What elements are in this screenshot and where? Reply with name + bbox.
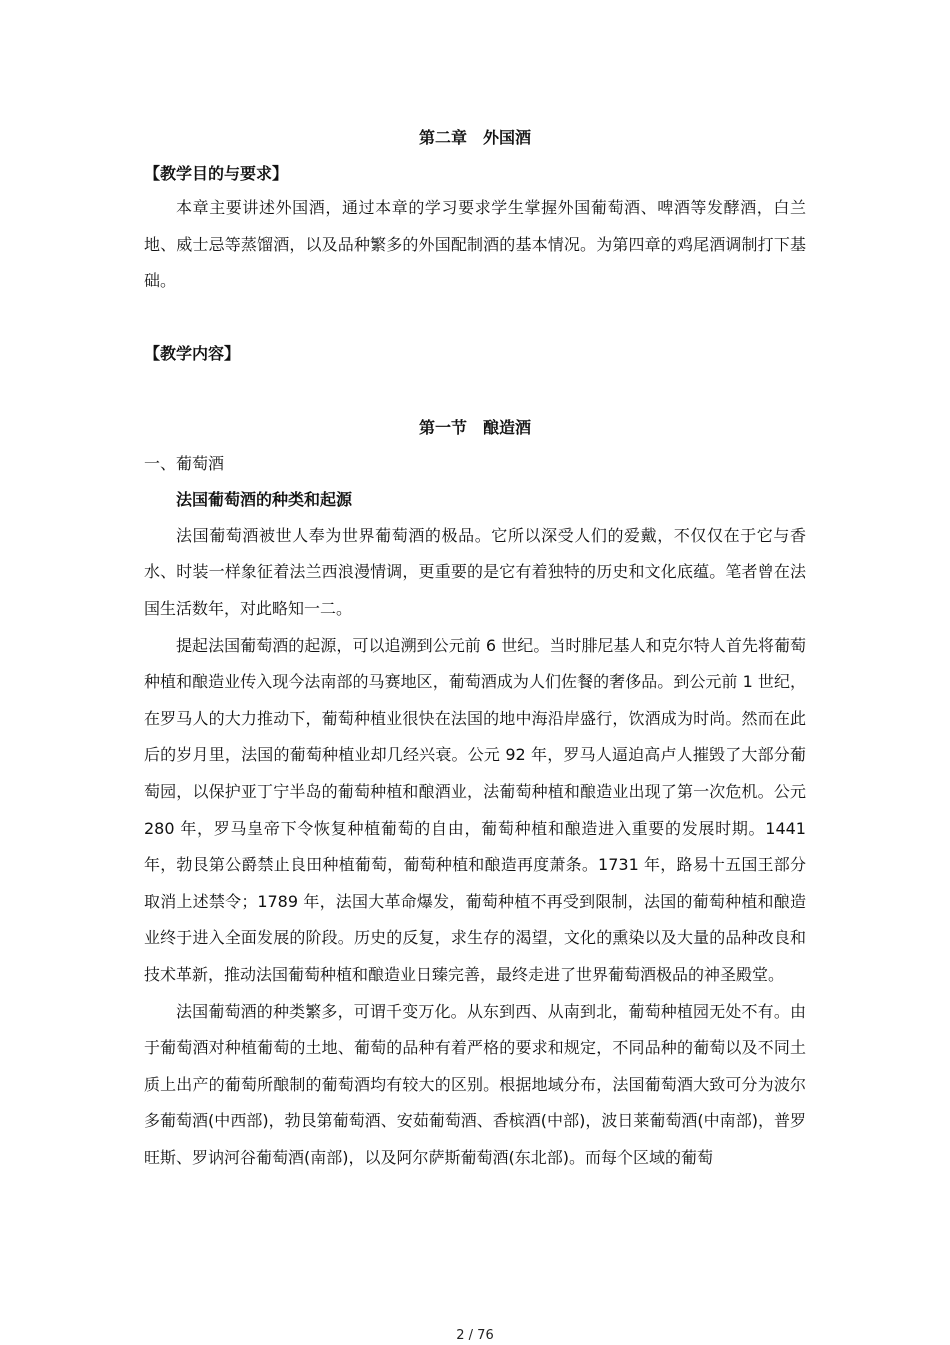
content-heading: 【教学内容】 <box>144 343 241 363</box>
body-paragraph: 提起法国葡萄酒的起源，可以追溯到公元前 6 世纪。当时腓尼基人和克尔特人首先将葡萄种植和酿造业传入现今法南部的马赛地区，葡萄酒成为人们佐餐的奢侈品。到公元前 1 世纪，在罗马人的大力推动下，葡萄种植业很快在法国的地中海沿岸盛行，饮酒成为时尚。然而在此后的岁月里，法国的葡萄种植业却几经兴衰。公元 92 年，罗马人逼迫高卢人摧毁了大部分葡萄园，以保护亚丁宁半岛的葡萄种植和酿酒业，法葡萄种植和酿造业出现了第一次危机。公元 280 年，罗马皇帝下令恢复种植葡萄的自由，葡萄种植和酿造进入重要的发展时期。1441 年，勃艮第公爵禁止良田种植葡萄，葡萄种植和酿造再度萧条。1731 年，路易十五国王部分取消上述禁令；1789 年，法国大革命爆发，葡萄种植不再受到限制，法国的葡萄种植和酿造业终于进入全面发展的阶段。历史的反复，求生存的渴望，文化的熏染以及大量的品种改良和技术革新，推动法国葡萄种植和酿造业日臻完善，最终走进了世界葡萄酒极品的神圣殿堂。 <box>144 635 806 984</box>
body-paragraph: 法国葡萄酒被世人奉为世界葡萄酒的极品。它所以深受人们的爱戴，不仅仅在于它与香水、时装一样象征着法兰西浪漫情调，更重要的是它有着独特的历史和文化底蕴。笔者曾在法国生活数年，对此略知一二。 <box>144 525 806 618</box>
page-number: 2 / 76 <box>456 1328 494 1343</box>
chapter-title: 第二章 外国酒 <box>418 128 531 147</box>
subsection-heading: 一、葡萄酒 <box>144 453 225 473</box>
objectives-heading: 【教学目的与要求】 <box>144 164 289 183</box>
topic-heading: 法国葡萄酒的种类和起源 <box>176 489 353 509</box>
objectives-paragraph: 本章主要讲述外国酒，通过本章的学习要求学生掌握外国葡萄酒、啤酒等发酵酒，白兰地、威士忌等蒸馏酒，以及品种繁多的外国配制酒的基本情况。为第四章的鸡尾酒调制打下基础。 <box>144 198 806 291</box>
body-paragraph: 法国葡萄酒的种类繁多，可谓千变万化。从东到西、从南到北，葡萄种植园无处不有。由于葡萄酒对种植葡萄的土地、葡萄的品种有着严格的要求和规定，不同品种的葡萄以及不同土质上出产的葡萄所酿制的葡萄酒均有较大的区别。根据地域分布，法国葡萄酒大致可分为波尔多葡萄酒(中西部)，勃艮第葡萄酒、安茹葡萄酒、香槟酒(中部)，波日莱葡萄酒(中南部)，普罗旺斯、罗讷河谷葡萄酒(南部)，以及阿尔萨斯葡萄酒(东北部)。而每个区域的葡萄 <box>144 1001 806 1167</box>
section-title: 第一节 酿造酒 <box>418 417 531 437</box>
page-content <box>144 126 806 1176</box>
